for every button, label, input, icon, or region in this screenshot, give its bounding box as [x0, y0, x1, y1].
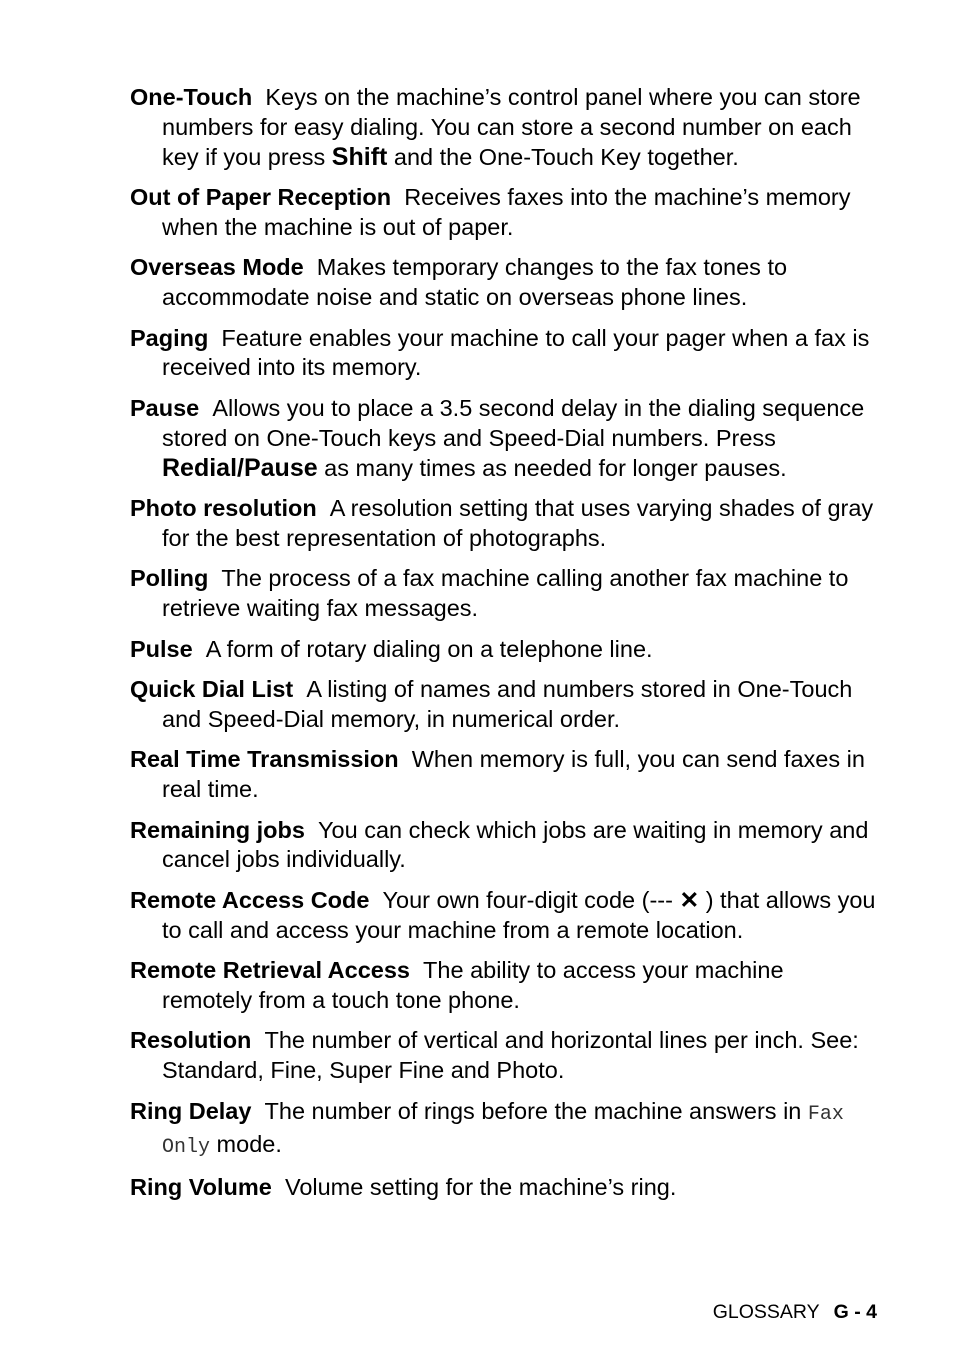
- glossary-definition: A form of rotary dialing on a telephone line.: [205, 635, 653, 662]
- key-name: Redial/Pause: [162, 453, 318, 482]
- glossary-term: Photo resolution: [130, 495, 317, 521]
- glossary-definition: A resolution setting that uses varying shades of gray for the best representation of photographs.: [162, 495, 874, 551]
- glossary-definition: You can check which jobs are waiting in memory and cancel jobs individually.: [162, 816, 869, 873]
- glossary-term: Remaining jobs: [130, 816, 305, 843]
- glossary-entry-quick-dial-list: [130, 675, 878, 735]
- glossary-term: Ring Delay: [130, 1097, 252, 1124]
- glossary-term: Remote Retrieval Access: [130, 957, 410, 984]
- glossary-term: Out of Paper Reception: [130, 184, 392, 211]
- glossary-definition: The number of rings before the machine answers in: [264, 1097, 808, 1124]
- glossary-definition: A listing of names and numbers stored in One-Touch and Speed-Dial memory, in numerical order.: [162, 676, 853, 732]
- glossary-definition-continued: mode.: [210, 1130, 282, 1157]
- glossary-definition: The ability to access your machine remotely from a touch tone phone.: [162, 957, 784, 1013]
- glossary-entry-remote-retrieval-access: [130, 956, 878, 1016]
- glossary-definition: The process of a fax machine calling another fax machine to retrieve waiting fax messages.: [162, 565, 849, 622]
- glossary-term: Ring Volume: [130, 1174, 272, 1201]
- glossary-term: Quick Dial List: [130, 676, 294, 703]
- glossary-term: Polling: [130, 565, 209, 592]
- page-number: G - 4: [833, 1301, 877, 1323]
- glossary-definition: When memory is full, you can send faxes in real time.: [162, 746, 865, 803]
- glossary-entry-paging: [130, 324, 878, 384]
- glossary-definition-continued: ) that allows you to call and access your machine from a remote location.: [162, 886, 876, 943]
- glossary-term: Resolution: [130, 1027, 252, 1054]
- glossary-term: Paging: [130, 324, 209, 351]
- glossary-definition: Receives faxes into the machine’s memory when the machine is out of paper.: [162, 184, 851, 240]
- glossary-definition: Your own four-digit code (---: [382, 886, 673, 913]
- glossary-entry-real-time-transmission: [130, 745, 878, 805]
- glossary-term: Pulse: [130, 635, 193, 662]
- glossary-definition: Keys on the machine’s control panel where you can store numbers for easy dialing. You can store a second number on each key if you press: [162, 84, 861, 170]
- lcd-message: Fax Only: [162, 1102, 844, 1159]
- glossary-definition: Makes temporary changes to the fax tones to accommodate noise and static on overseas phone lines.: [162, 254, 788, 311]
- glossary-entry-overseas-mode: [130, 253, 878, 313]
- glossary-definition-continued: and the One-Touch Key together.: [387, 143, 739, 170]
- glossary-entry-one-touch: [130, 83, 878, 172]
- glossary-entry-pulse: [130, 635, 878, 665]
- glossary-definition: Volume setting for the machine’s ring.: [284, 1174, 677, 1201]
- glossary-definition: The number of vertical and horizontal lines per inch. See: Standard, Fine, Super Fine and Photo.: [162, 1027, 859, 1084]
- glossary-entry-pause: [130, 394, 878, 483]
- glossary-list: [130, 83, 878, 1214]
- page-footer: [713, 1300, 877, 1324]
- glossary-entry-remote-access-code: [130, 886, 878, 946]
- glossary-term: Pause: [130, 394, 200, 421]
- glossary-entry-polling: [130, 564, 878, 624]
- glossary-entry-out-of-paper-reception: [130, 183, 878, 243]
- glossary-term: One-Touch: [130, 84, 253, 110]
- glossary-entry-remaining-jobs: [130, 816, 878, 876]
- star-symbol-icon: ✕: [679, 886, 700, 913]
- glossary-term: Remote Access Code: [130, 886, 370, 913]
- glossary-entry-ring-volume: [130, 1173, 878, 1203]
- glossary-term: Overseas Mode: [130, 254, 304, 281]
- glossary-definition-continued: as many times as needed for longer pauses.: [317, 454, 787, 481]
- glossary-definition: Feature enables your machine to call your pager when a fax is received into its memory.: [162, 324, 870, 381]
- glossary-definition: Allows you to place a 3.5 second delay in the dialing sequence stored on One-Touch keys and Speed-Dial numbers. Press: [162, 394, 865, 451]
- glossary-entry-photo-resolution: [130, 494, 878, 554]
- glossary-entry-ring-delay: [130, 1097, 878, 1163]
- glossary-term: Real Time Transmission: [130, 746, 399, 773]
- glossary-entry-resolution: [130, 1026, 878, 1086]
- footer-section-label: GLOSSARY: [712, 1301, 820, 1323]
- key-name: Shift: [331, 142, 388, 171]
